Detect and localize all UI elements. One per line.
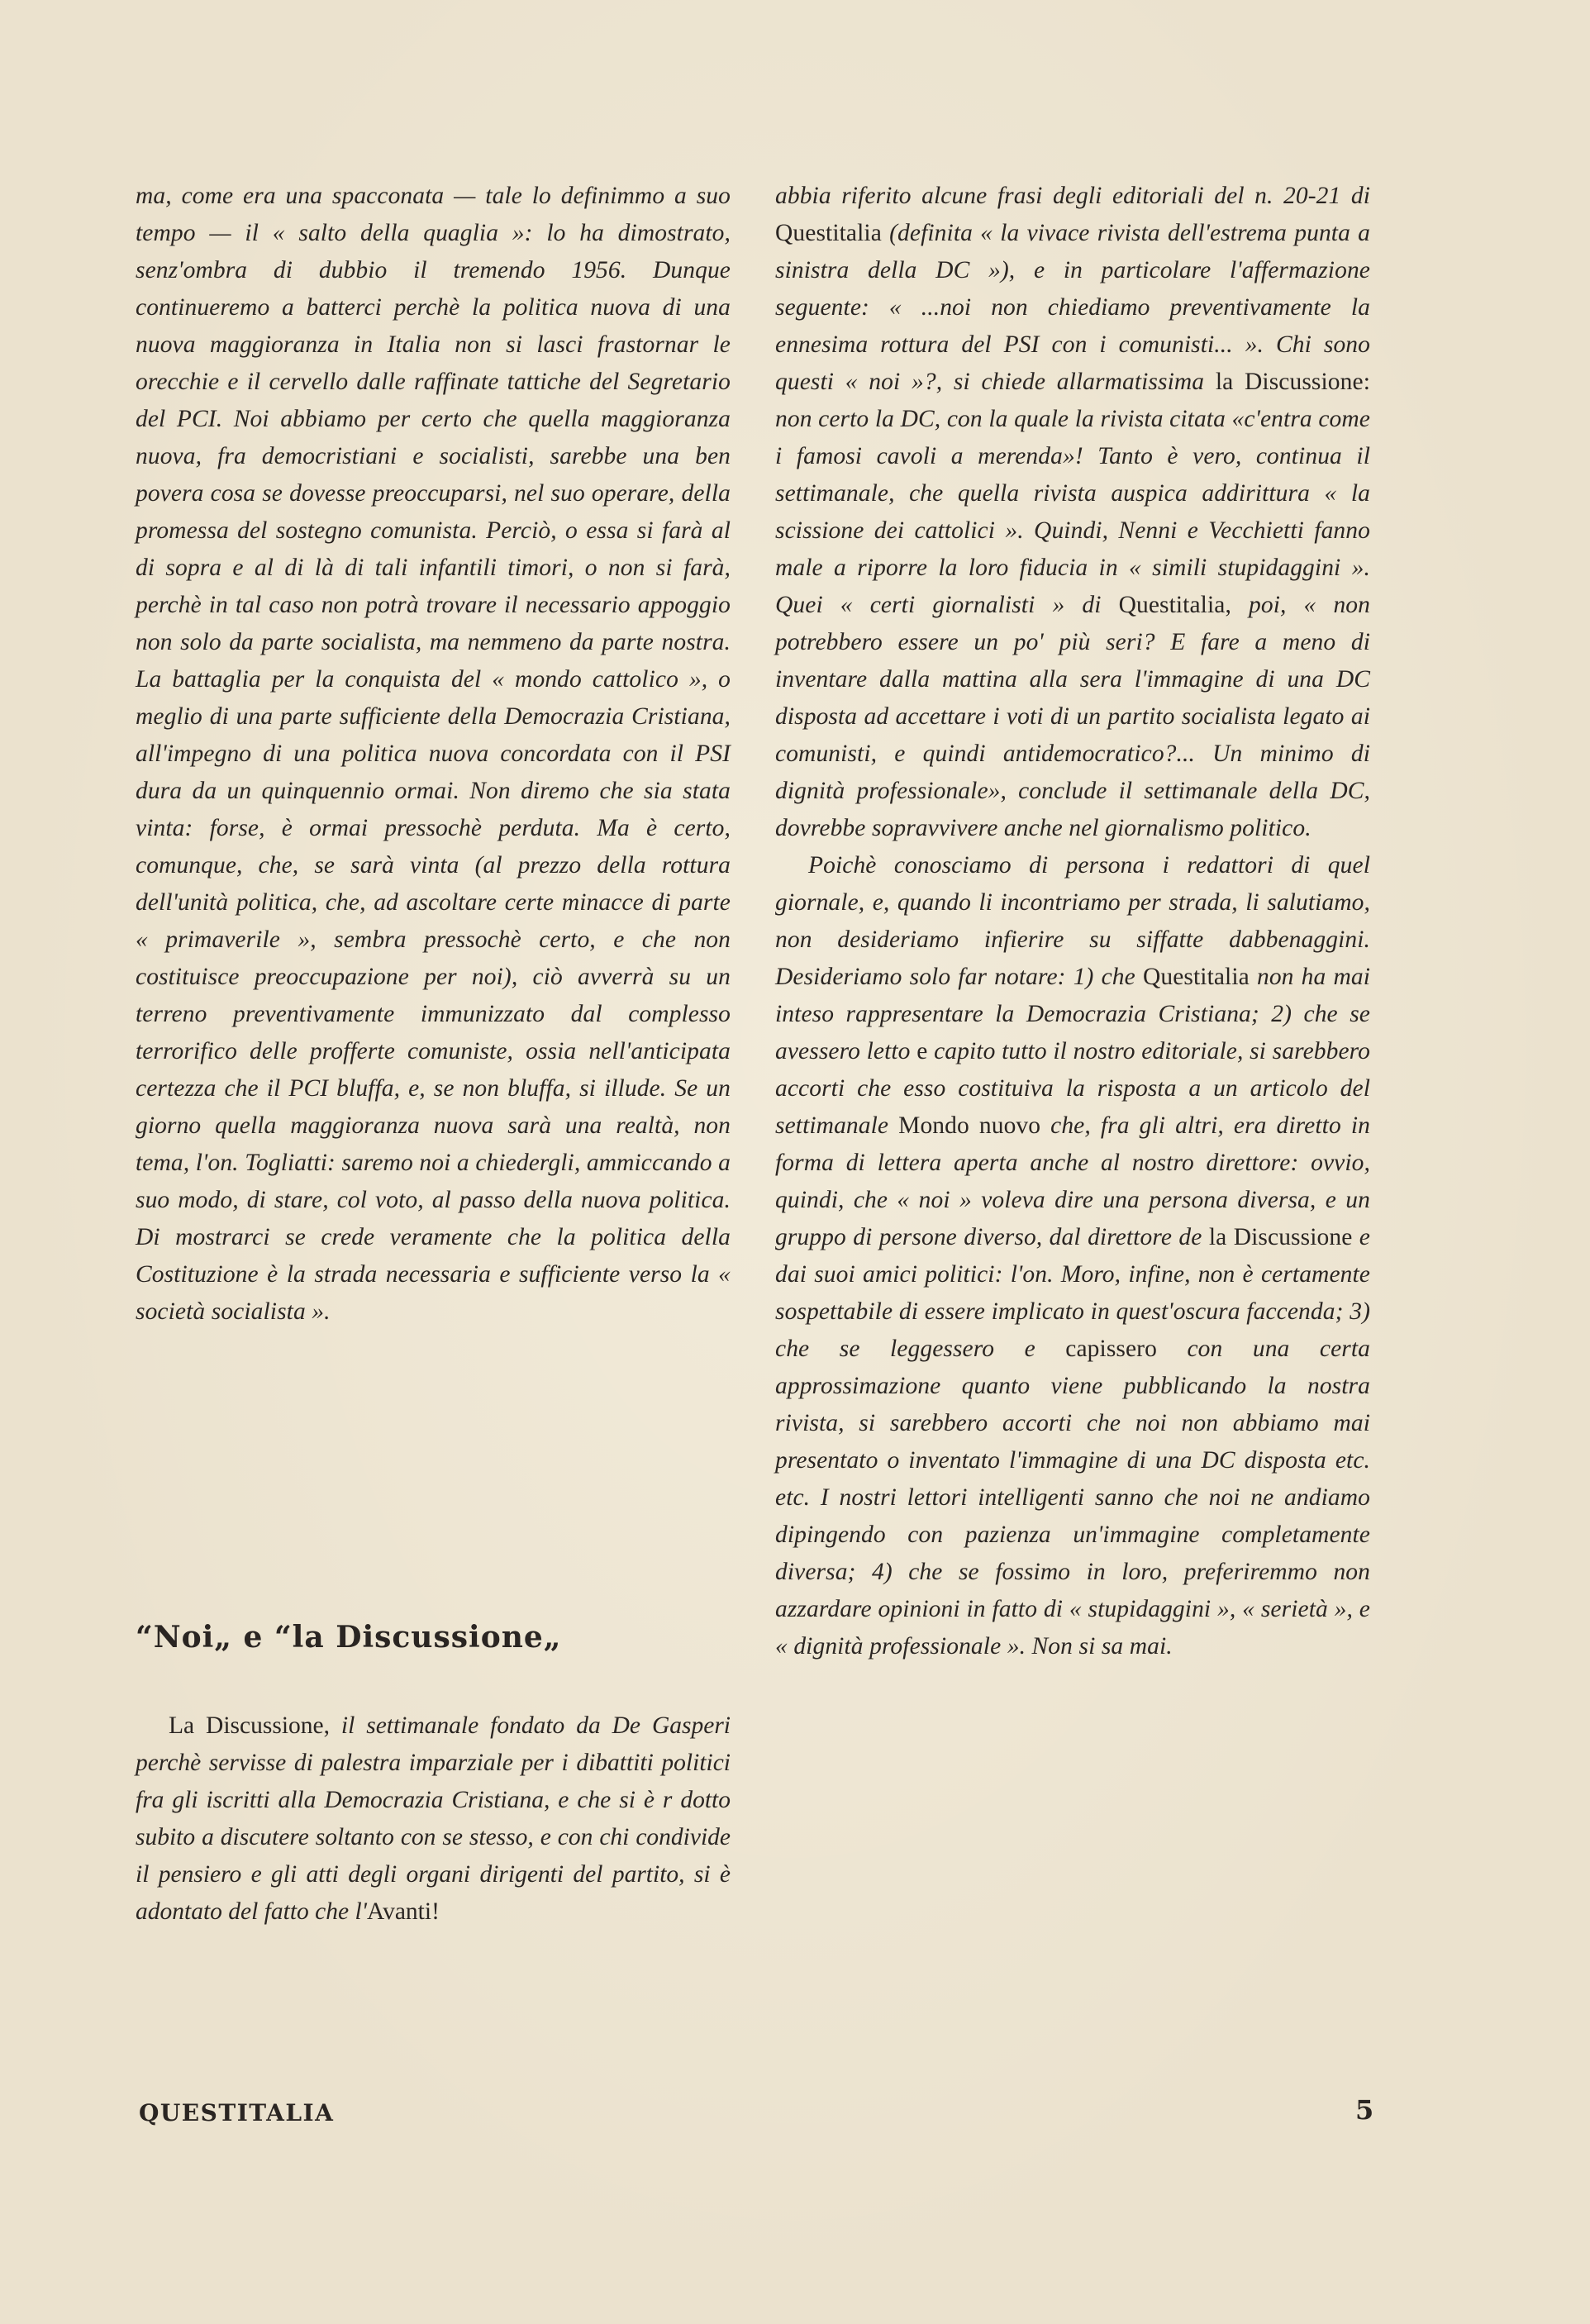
- section-paragraph: [136, 1707, 731, 1931]
- left-column: [136, 178, 731, 1331]
- publication-name: la Discussione: [1208, 1224, 1353, 1250]
- text-run: poi, « non potrebbero essere un po' più seri? E fare a meno di inventare dalla mattina alla sera l'immagine di una DC disposta ad accettare i voti di un partito socialista legato ai comunisti, e quindi antidemocratico?... Un minimo di dignità professionale», conclude il settimanale della DC, dovrebbe sopravvivere anche nel giornalismo politico.: [775, 592, 1370, 841]
- section-body: [136, 1707, 731, 1931]
- publication-name-avanti: Avanti!: [366, 1898, 440, 1925]
- publication-name: Questitalia,: [1118, 592, 1231, 618]
- publication-name: Mondo nuovo: [898, 1112, 1041, 1139]
- text-run: non ha mai inteso rappresentare la Democrazia Cristiana; 2) che se avessero letto: [775, 964, 1371, 1064]
- text-run: e dai suoi amici politici: l'on. Moro, infine, non è certamente sospettabile di essere implicato in quest'oscura faccenda; 3) che se leggessero e: [775, 1224, 1370, 1362]
- magazine-name: QUESTITALIA: [139, 2099, 335, 2126]
- text-run: (definita « la vivace rivista dell'estrema punta a sinistra della DC »), e in particolare l'affermazione seguente: « ...noi non chiediamo preventivamente la ennesima rottura del PSI con i comunisti... ». Chi sono questi « noi »?, si chiede allarmatissima: [775, 220, 1370, 395]
- text-run: con una certa approssimazione quanto viene pubblicando la nostra rivista, si sarebbero accorti che noi non abbiamo mai presentato o inventato l'immagine di una DC disposta etc. etc. I nostri lettori intelligenti sanno che noi ne andiamo dipingendo con pazienza un'immagine completamente diversa; 4) che se fossimo in loro, preferiremmo non azzardare opinioni in fatto di « stupidaggini », « serietà », e « dignità professionale ». Non si sa mai.: [775, 1336, 1371, 1660]
- text-run: capissero: [1065, 1336, 1157, 1362]
- text-run: e: [916, 1038, 928, 1064]
- text-run: Poichè conosciamo di persona i redattori di quel giornale, e, quando li incontriamo per strada, li salutiamo, non desideriamo infierire su siffatte dabbenaggini. Desideriamo solo far notare: 1) che: [775, 852, 1370, 990]
- page-number: 5: [1355, 2094, 1374, 2126]
- text-run: non certo la DC, con la quale la rivista citata «c'entra come i famosi cavoli a merenda»! Tanto è vero, continua il settimanale, che quella rivista auspica addirittura « la scissione dei cattolici ». Quindi, Nenni e Vecchietti fanno male a riporre la loro fiducia in « simili stupidaggini ». Quei « certi giornalisti » di: [775, 406, 1370, 618]
- left-column-paragraph: ma, come era una spacconata — tale lo definimmo a suo tempo — il « salto della quaglia »: lo ha dimostrato, senz'ombra di dubbio il tremendo 1956. Dunque continueremo a batterci perchè la politica nuova di una nuova maggioranza in Italia non si lasci frastornar le orecchie e il cervello dalle raffinate tattiche del Segretario del PCI. Noi abbiamo per certo che quella maggioranza nuova, fra democristiani e socialisti, sarebbe una ben povera cosa se dovesse preoccuparsi, nel suo operare, della promessa del sostegno comunista. Perciò, o essa si farà al di sopra e al di là di tali infantili timori, o non si farà, perchè in tal caso non potrà trovare il necessario appoggio non solo da parte socialista, ma nemmeno da parte nostra. La battaglia per la conquista del « mondo cattolico », o meglio di una parte sufficiente della Democrazia Cristiana, all'impegno di una politica nuova concordata con il PSI dura da un quinquennio ormai. Non diremo che sia stata vinta: forse, è ormai pressochè perduta. Ma è certo, comunque, che, se sarà vinta (al prezzo della rottura dell'unità politica, che, ad ascoltare certe minacce di parte « primaverile », sembra pressochè certo, e che non costituisce preoccupazione per noi), ciò avverrà su un terreno preventivamente immunizzato dal complesso terrorifico delle profferte comuniste, ossia nell'anticipata certezza che il PCI bluffa, e, se non bluffa, si illude. Se un giorno quella maggioranza nuova sarà una realtà, non tema, l'on. Togliatti: saremo noi a chiedergli, ammiccando a suo modo, di stare, col voto, al passo della nuova politica. Di mostrarci se crede veramente che la politica della Costituzione è la strada necessaria e sufficiente verso la « società socialista ».: [136, 183, 731, 1325]
- publication-name: la Discussione:: [1215, 369, 1370, 395]
- publication-name: Questitalia: [775, 220, 882, 246]
- right-column-paragraph-2: [775, 847, 1370, 1665]
- right-column: [775, 178, 1370, 1665]
- publication-name: La Discussione,: [169, 1712, 330, 1739]
- text-run: che, fra gli altri, era diretto in forma di lettera aperta anche al nostro direttore: ovvio, quindi, che « noi » voleva dire una persona diversa, e un gruppo di persone diverso, dal direttore de: [775, 1112, 1370, 1250]
- text-run: capito tutto il nostro editoriale, si sarebbero accorti che esso costituiva la risposta a un articolo del settimanale: [775, 1038, 1370, 1139]
- publication-name: Questitalia: [1142, 964, 1250, 990]
- section-heading: “Noi„ e “la Discussione„: [136, 1620, 562, 1655]
- section-text: il settimanale fondato da De Gasperi perchè servisse di palestra imparziale per i dibattiti politici fra gli iscritti alla Democrazia Cristiana, e che si è r dotto subito a discutere soltanto con se stesso, e con chi condivide il pensiero e gli atti degli organi dirigenti del partito, si è adontato del fatto che l': [136, 1712, 731, 1925]
- text-run: abbia riferito alcune frasi degli editoriali del n. 20-21 di: [775, 183, 1370, 209]
- right-column-paragraph-1: [775, 178, 1370, 847]
